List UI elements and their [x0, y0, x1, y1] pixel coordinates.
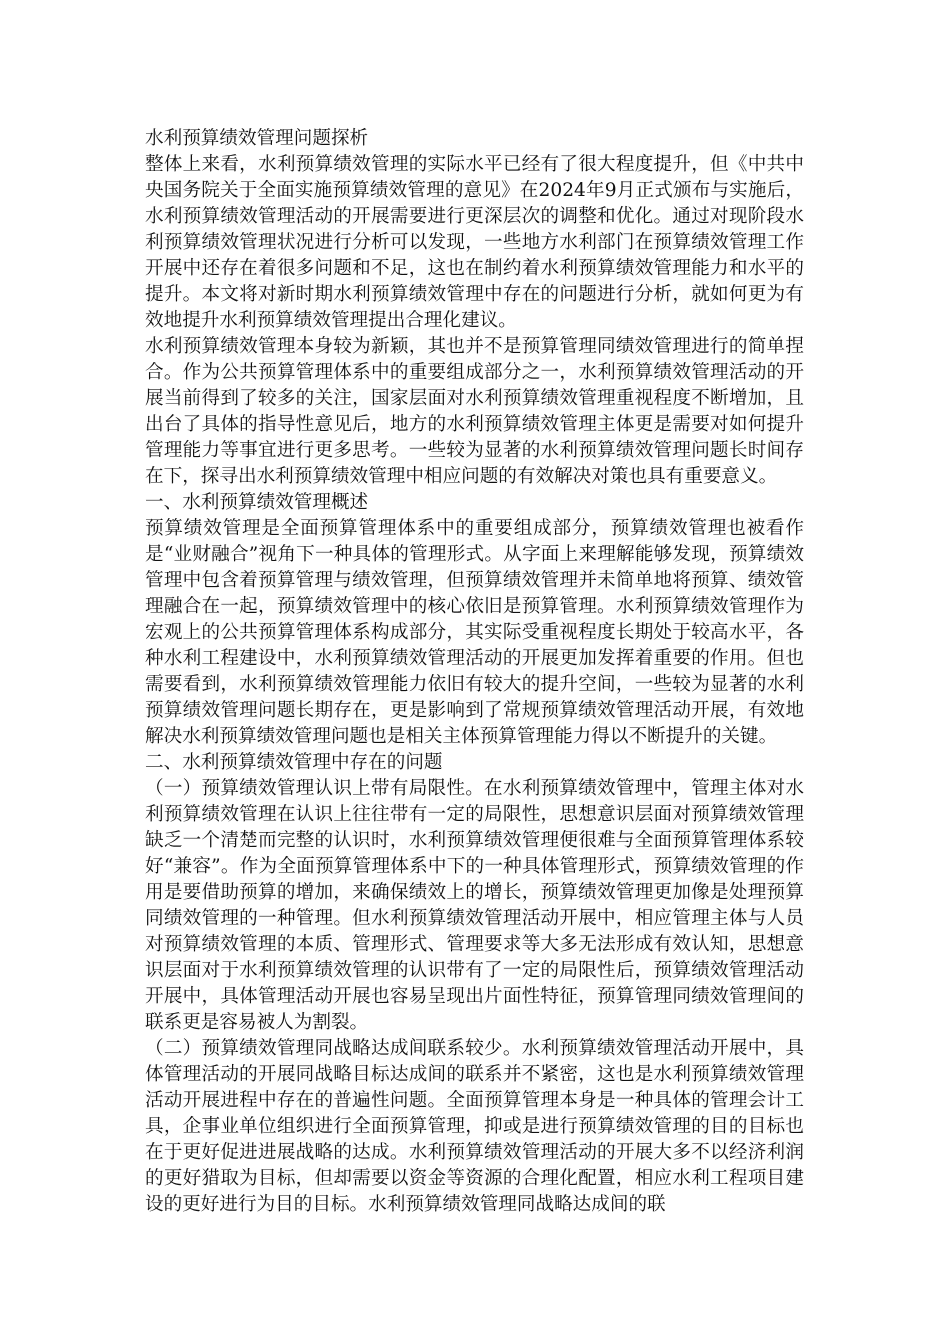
intro-paragraph-2: 水利预算绩效管理本身较为新颖，其也并不是预算管理同绩效管理进行的简单捏合。作为公共预算管理体系中的重要组成部分之一，水利预算绩效管理活动的开展当前得到了较多的关注，国家层面对水利预算绩效管理重视程度不断增加，且出台了具体的指导性意见后，地方的水利预算绩效管理主体更是需要对如何提升管理能力等事宜进行更多思考。一些较为显著的水利预算绩效管理问题长时间存在下，探寻出水利预算绩效管理中相应问题的有效解决对策也具有重要意义。	[145, 336, 804, 487]
intro-paragraph-1: 整体上来看，水利预算绩效管理的实际水平已经有了很大程度提升，但《中共中央国务院关于全面实施预算绩效管理的意见》在2024年9月正式颁布与实施后，水利预算绩效管理活动的开展需要进行更深层次的调整和优化。通过对现阶段水利预算绩效管理状况进行分析可以发现，一些地方水利部门在预算绩效管理工作开展中还存在着很多问题和不足，这也在制约着水利预算绩效管理能力和水平的提升。本文将对新时期水利预算绩效管理中存在的问题进行分析，就如何更为有效地提升水利预算绩效管理提出合理化建议。	[145, 154, 804, 331]
section-2-paragraph-2: （二）预算绩效管理同战略达成间联系较少。水利预算绩效管理活动开展中，具体管理活动的开展同战略目标达成间的联系并不紧密，这也是水利预算绩效管理活动开展进程中存在的普遍性问题。全面预算管理本身是一种具体的管理会计工具，企事业单位组织进行全面预算管理，抑或是进行预算绩效管理的目的目标也在于更好促进进展战略的达成。水利预算绩效管理活动的开展大多不以经济利润的更好猎取为目标，但却需要以资金等资源的合理化配置，相应水利工程项目建设的更好进行为目的目标。水利预算绩效管理同战略达成间的联	[145, 1038, 804, 1215]
section-1-paragraph: 预算绩效管理是全面预算管理体系中的重要组成部分，预算绩效管理也被看作是“业财融合”视角下一种具体的管理形式。从字面上来理解能够发现，预算绩效管理中包含着预算管理与绩效管理，但预算绩效管理并未简单地将预算、绩效管理融合在一起，预算绩效管理中的核心依旧是预算管理。水利预算绩效管理作为宏观上的公共预算管理体系构成部分，其实际受重视程度长期处于较高水平，各种水利工程建设中，水利预算绩效管理活动的开展更加发挥着重要的作用。但也需要看到，水利预算绩效管理能力依旧有较大的提升空间，一些较为显著的水利预算绩效管理问题长期存在，更是影响到了常规预算绩效管理活动开展，有效地解决水利预算绩效管理问题也是相关主体预算管理能力得以不断提升的关键。	[145, 518, 804, 747]
section-2-paragraph-1: （一）预算绩效管理认识上带有局限性。在水利预算绩效管理中，管理主体对水利预算绩效管理在认识上往往带有一定的局限性，思想意识层面对预算绩效管理缺乏一个清楚而完整的认识时，水利预算绩效管理便很难与全面预算管理体系较好“兼容”。作为全面预算管理体系中下的一种具体管理形式，预算绩效管理的作用是要借助预算的增加，来确保绩效上的增长，预算绩效管理更加像是处理预算同绩效管理的一种管理。但水利预算绩效管理活动开展中，相应管理主体与人员对预算绩效管理的本质、管理形式、管理要求等大多无法形成有效认知，思想意识层面对于水利预算绩效管理的认识带有了一定的局限性后，预算绩效管理活动开展中，具体管理活动开展也容易呈现出片面性特征，预算管理同绩效管理间的联系更是容易被人为割裂。	[145, 778, 804, 1033]
document-page	[145, 126, 804, 1218]
section-2-heading: 二、水利预算绩效管理中存在的问题	[145, 752, 443, 773]
section-1-heading: 一、水利预算绩效管理概述	[145, 492, 369, 513]
document-title: 水利预算绩效管理问题探析	[145, 128, 369, 149]
